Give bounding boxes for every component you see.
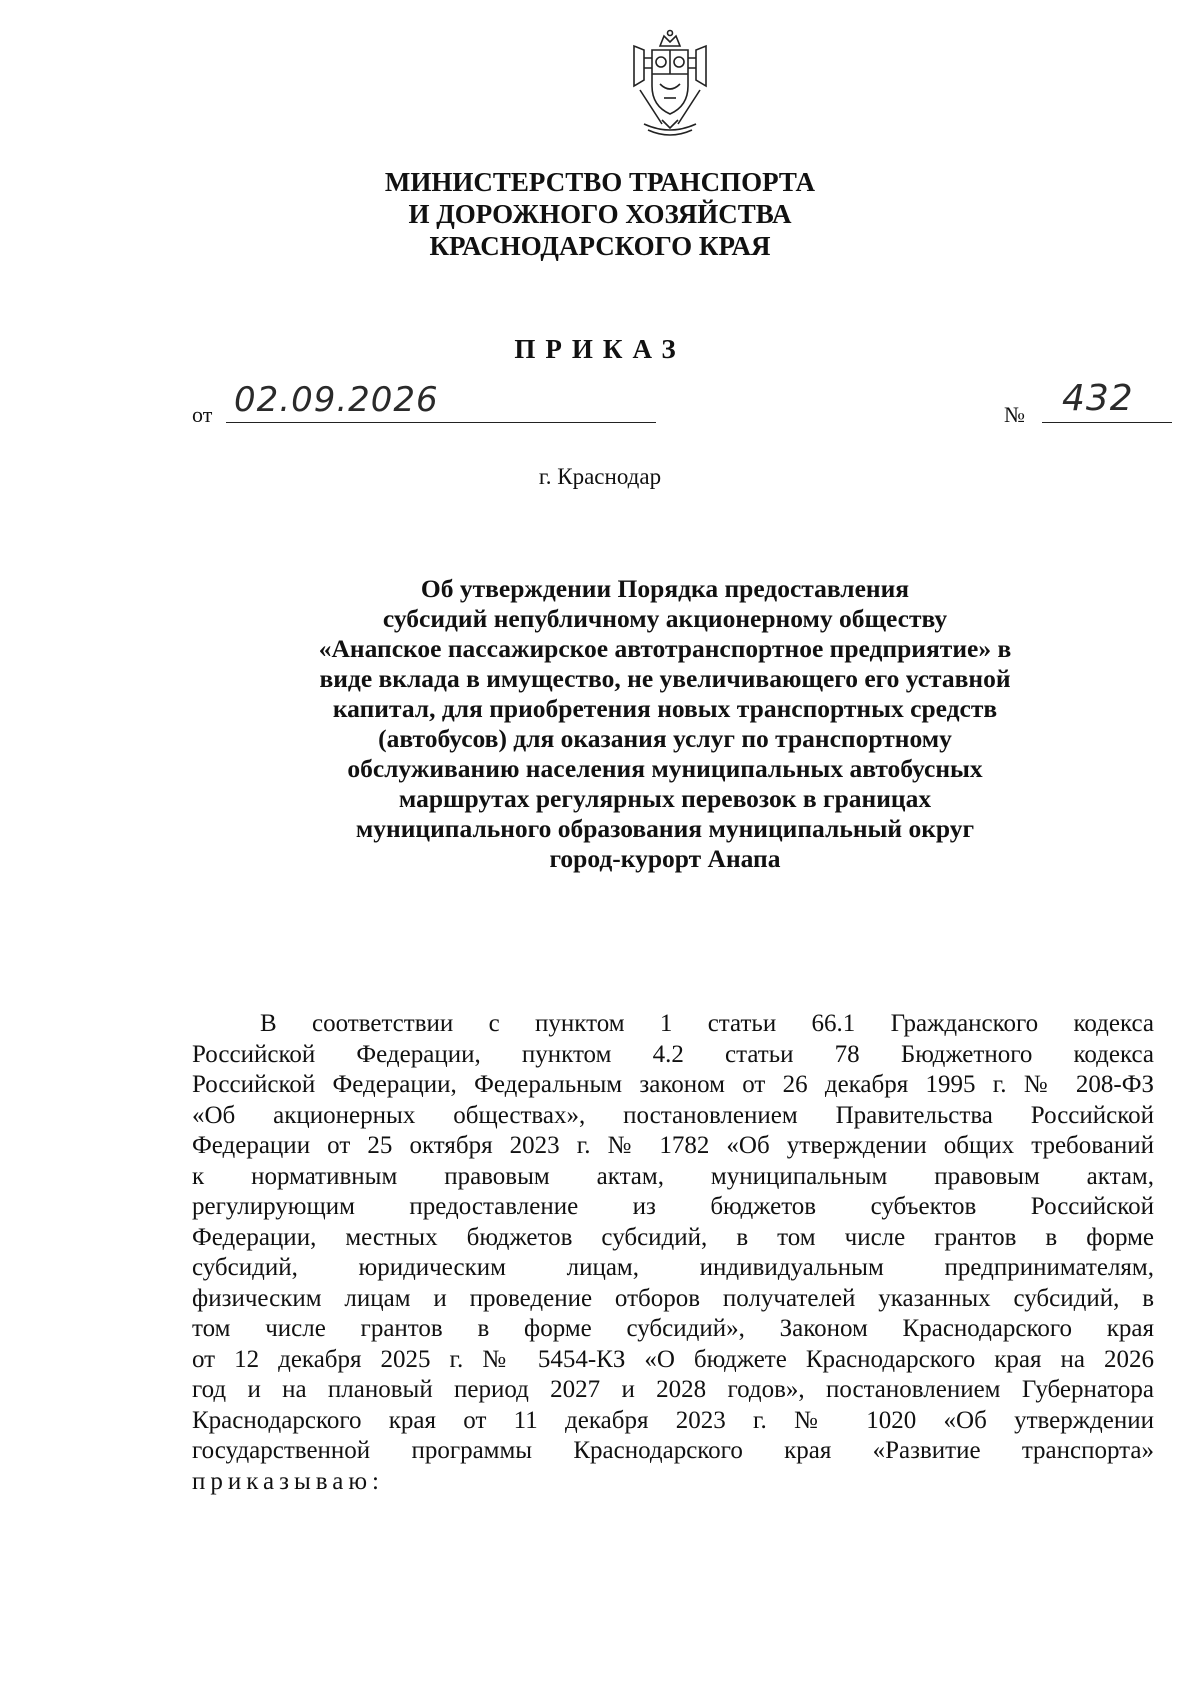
date-field (226, 380, 656, 423)
city: г. Краснодар (538, 464, 662, 489)
body-line: В соответствии с пунктом 1 статьи 66.1 Гражданского кодекса (260, 1010, 1154, 1037)
title-line: виде вклада в имущество, не увеличивающего его уставной (319, 664, 1011, 693)
body-line: приказываю: (192, 1467, 384, 1495)
ministry-line: И ДОРОЖНОГО ХОЗЯЙСТВА (408, 199, 792, 229)
ministry-line: МИНИСТЕРСТВО ТРАНСПОРТА (384, 167, 816, 197)
body-line: регулирующим предоставление из бюджетов субъектов Российской (192, 1193, 1154, 1220)
body-line: Краснодарского края от 11 декабря 2023 г. № 1020 «Об утверждении (192, 1406, 1154, 1434)
title-line: «Анапское пассажирское автотранспортное предприятие» в (318, 634, 1012, 663)
title-line: город-курорт Анапа (549, 844, 781, 873)
body-line: том числе грантов в форме субсидий», Законом Краснодарского края (192, 1315, 1154, 1342)
ministry-name (0, 166, 1200, 262)
body-line: от 12 декабря 2025 г. № 5454-КЗ «О бюджете Краснодарского края на 2026 (192, 1345, 1154, 1373)
number-prefix: № (1004, 402, 1025, 427)
date-prefix: от (192, 402, 213, 427)
preamble-paragraph (192, 1009, 1154, 1497)
title-line: Об утверждении Порядка предоставления (420, 574, 910, 603)
document-type: ПРИКАЗ (514, 334, 686, 364)
title-line: (автобусов) для оказания услуг по транспортному (378, 724, 952, 753)
body-line: государственной программы Краснодарского края «Развитие транспорта» (192, 1437, 1154, 1464)
title-line: муниципального образования муниципальный округ (355, 814, 975, 843)
title-line: маршрутах регулярных перевозок в границах (398, 784, 932, 813)
body-line: Российской Федерации, Федеральным законом от 26 декабря 1995 г. № 208-ФЗ (192, 1071, 1154, 1098)
body-line: субсидий, юридическим лицам, индивидуальным предпринимателям, (192, 1254, 1154, 1281)
body-line: Федерации от 25 октября 2023 г. № 1782 «Об утверждении общих требований (192, 1132, 1154, 1159)
title-line: капитал, для приобретения новых транспортных средств (332, 694, 998, 723)
body-line: «Об акционерных обществах», постановлением Правительства Российской (192, 1101, 1154, 1129)
handwritten-number: 432 (1062, 378, 1134, 419)
body-line: год и на плановый период 2027 и 2028 годов», постановлением Губернатора (192, 1376, 1154, 1403)
title-line: субсидий непубличному акционерному обществу (382, 604, 948, 633)
ministry-line: КРАСНОДАРСКОГО КРАЯ (429, 231, 771, 261)
handwritten-date: 02.09.2026 (234, 380, 439, 420)
body-line: Федерации, местных бюджетов субсидий, в том числе грантов в форме (192, 1223, 1154, 1251)
document-title (270, 574, 1060, 874)
body-line: Российской Федерации, пунктом 4.2 статьи 78 Бюджетного кодекса (192, 1040, 1154, 1068)
coat-of-arms-icon (622, 28, 718, 140)
number-field (1042, 378, 1172, 423)
body-line: к нормативным правовым актам, муниципальным правовым актам, (192, 1162, 1154, 1190)
body-line: физическим лицам и проведение отборов получателей указанных субсидий, в (192, 1284, 1154, 1312)
title-line: обслуживанию населения муниципальных автобусных (347, 754, 983, 783)
date-number-row (192, 378, 1172, 427)
